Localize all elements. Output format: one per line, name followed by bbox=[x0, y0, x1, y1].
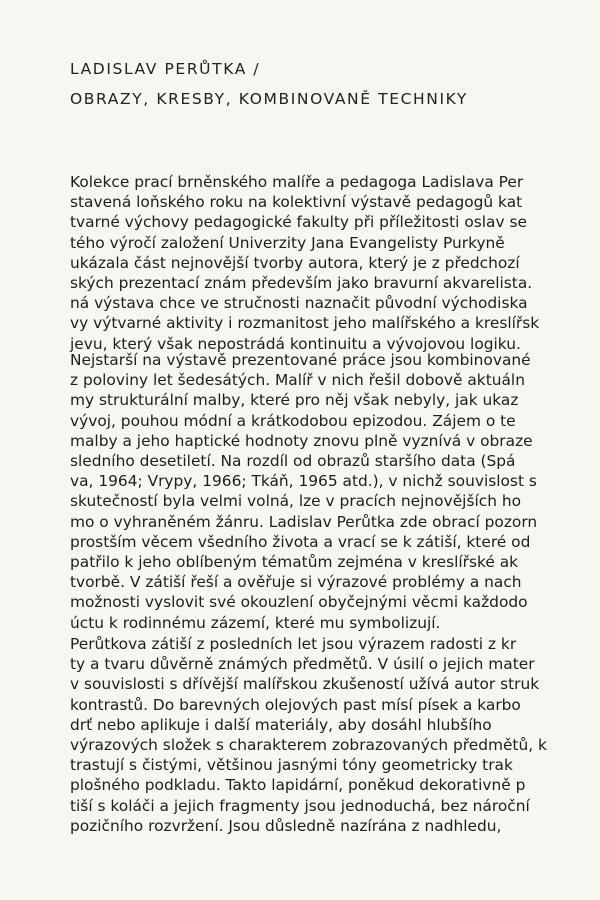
text-line: tvarné výchovy pedagogické fakulty při příležitosti oslav se bbox=[70, 213, 527, 232]
text-line: ukázala část nejnovější tvorby autora, který je z předchozí bbox=[70, 253, 520, 272]
text-line: trastují s čistými, většinou jasnými tóny geometricky trak bbox=[70, 756, 513, 775]
text-line: Nejstarší na výstavě prezentované práce jsou kombinované bbox=[70, 351, 531, 369]
paragraph bbox=[70, 172, 539, 354]
text-line: v souvislosti s dřívější malířskou zkušeností užívá autor struk bbox=[70, 675, 540, 694]
text-line: patřilo k jeho oblíbeným tématům zejména v kreslířské ak bbox=[70, 553, 519, 572]
text-line: mo o vyhraněném žánru. Ladislav Perůtka zde obrací pozorn bbox=[70, 512, 538, 531]
text-line: prostším věcem všedního života a vrací se k zátiší, které od bbox=[70, 532, 531, 551]
text-line: Perůtkova zátiší z posledních let jsou výrazem radosti z kr bbox=[70, 635, 517, 653]
text-line: ských prezentací znám především jako bravurní akvarelista. bbox=[70, 274, 533, 293]
paragraph bbox=[70, 634, 547, 836]
text-line: my strukturální malby, které pro něj však nebyly, jak ukaz bbox=[70, 391, 519, 410]
text-line: možnosti vyslovit své okouzlení obyčejnými věcmi každodo bbox=[70, 593, 528, 612]
text-line: kontrastů. Do barevných olejových past mísí písek a karbo bbox=[70, 695, 521, 714]
text-line: pozičního rozvržení. Jsou důsledně nazírána z nadhledu, bbox=[70, 816, 502, 835]
text-line: tvorbě. V zátiší řeší a ověřuje si výrazové problémy a nach bbox=[70, 573, 522, 592]
text-line: ty a tvaru důvěrně známých předmětů. V úsilí o jejich mater bbox=[70, 655, 535, 674]
author-heading: LADISLAV PERŮTKA / bbox=[70, 60, 261, 78]
text-line: úctu k rodinnému zázemí, které mu symbolizují. bbox=[70, 613, 441, 632]
text-line: va, 1964; Vrypy, 1966; Tkáň, 1965 atd.), v nichž souvislost s bbox=[70, 472, 537, 491]
text-line: stavená loňského roku na kolektivní výstavě pedagogů kat bbox=[70, 193, 523, 212]
text-line: vývoj, pouhou módní a krátkodobou epizodou. Zájem o te bbox=[70, 411, 516, 430]
text-line: plošného podkladu. Takto lapidární, poněkud dekorativně p bbox=[70, 776, 526, 795]
text-line: Kolekce prací brněnského malíře a pedagoga Ladislava Per bbox=[70, 173, 524, 191]
exhibition-title: OBRAZY, KRESBY, KOMBINOVANĚ TECHNIKY bbox=[70, 90, 468, 108]
text-line: tiší s koláči a jejich fragmenty jsou jednoduchá, bez nároční bbox=[70, 796, 530, 815]
text-line: drť nebo aplikuje i další materiály, aby dosáhl hlubšího bbox=[70, 715, 492, 734]
text-line: z poloviny let šedesátých. Malíř v nich řešil dobově aktuáln bbox=[70, 371, 525, 390]
text-line: malby a jeho haptické hodnoty znovu plně vyznívá v obraze bbox=[70, 431, 533, 450]
text-line: ná výstava chce ve stručnosti naznačit původní východiska bbox=[70, 294, 528, 313]
text-line: výrazových složek s charakterem zobrazovaných předmětů, k bbox=[70, 736, 547, 755]
text-line: sledního desetiletí. Na rozdíl od obrazů staršího data (Spá bbox=[70, 452, 516, 471]
text-line: tého výročí založení Univerzity Jana Evangelisty Purkyně bbox=[70, 233, 505, 252]
text-line: skutečností byla velmi volná, lze v pracích nejnovějších ho bbox=[70, 492, 522, 511]
text-line: vy výtvarné aktivity i rozmanitost jeho malířského a kreslířsk bbox=[70, 314, 540, 333]
paragraph bbox=[70, 350, 537, 633]
text-line: jevu, který však nepostrádá kontinuitu a vývojovou logiku. bbox=[70, 334, 521, 353]
